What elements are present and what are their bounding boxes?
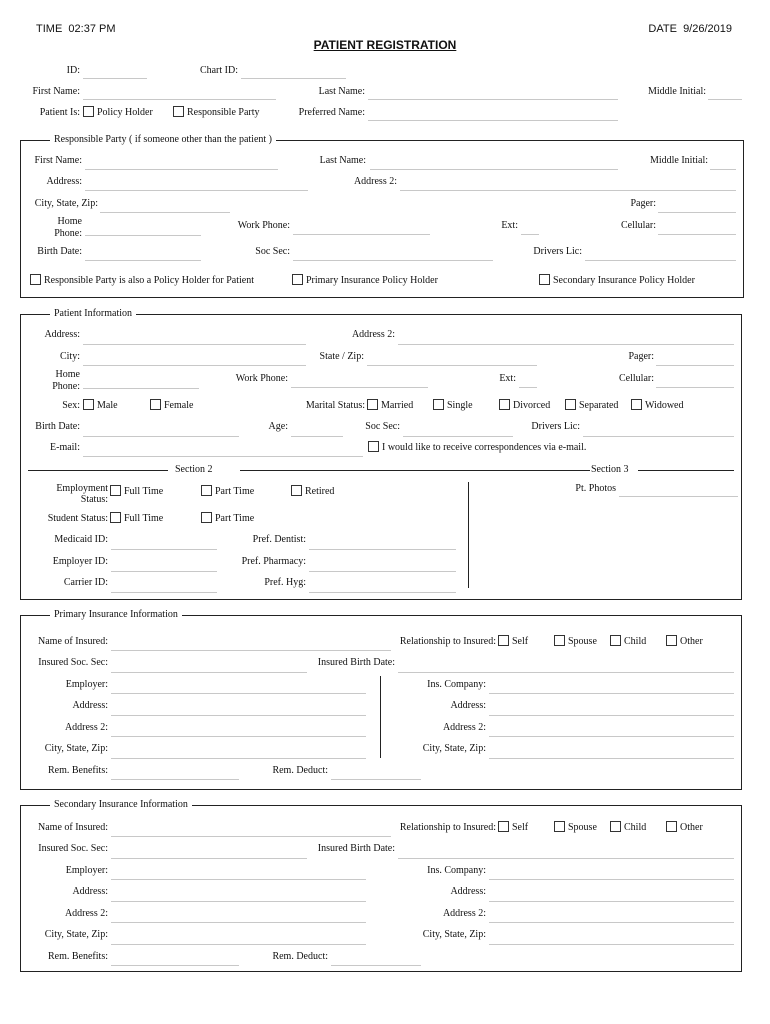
pi-marital-status-label: Marital Status: <box>305 400 365 411</box>
pi-birth-date-label: Birth Date: <box>35 421 80 432</box>
pi-drivers-lic-label: Drivers Lic: <box>531 421 580 432</box>
pref-hyg-label: Pref. Hyg: <box>264 577 306 588</box>
rp-city-field[interactable] <box>100 212 230 213</box>
pri-ins-company-field[interactable] <box>489 693 734 694</box>
sec-insured-soc-sec-label: Insured Soc. Sec: <box>38 843 108 854</box>
pi-married-label: Married <box>381 400 414 411</box>
sec-address-label: Address: <box>72 886 108 897</box>
pi-divorced-checkbox[interactable] <box>499 399 510 410</box>
sec-city-label: City, State, Zip: <box>44 929 108 940</box>
sec-name-of-insured-label: Name of Insured: <box>38 822 108 833</box>
sec-insured-birth-date-label: Insured Birth Date: <box>317 843 395 854</box>
pi-pager-label: Pager: <box>628 351 654 362</box>
first-name-label: First Name: <box>32 86 80 97</box>
pri-rem-benefits-field[interactable] <box>111 779 239 780</box>
pi-state-zip-field[interactable] <box>367 365 537 366</box>
pi-age-field[interactable] <box>291 436 343 437</box>
sec-spouse-checkbox[interactable] <box>554 821 565 832</box>
pi-sex-label: Sex: <box>62 400 80 411</box>
rp-city-label: City, State, Zip: <box>34 198 98 209</box>
pi-home-phone-label-1: Home <box>55 369 80 380</box>
policy-holder-label: Policy Holder <box>97 107 153 118</box>
student-full-time-checkbox[interactable] <box>110 512 121 523</box>
pi-separated-label: Separated <box>579 400 619 411</box>
rp-secondary-holder-checkbox[interactable] <box>539 274 550 285</box>
sec-city-field[interactable] <box>111 944 366 945</box>
pri-child-checkbox[interactable] <box>610 635 621 646</box>
pri-spouse-checkbox[interactable] <box>554 635 565 646</box>
pi-email-field[interactable] <box>83 456 363 457</box>
pri-rem-deduct-field[interactable] <box>331 779 421 780</box>
section2-rule-right <box>240 470 590 471</box>
pri-name-of-insured-label: Name of Insured: <box>38 636 108 647</box>
pri-rem-deduct-label: Rem. Deduct: <box>272 765 328 776</box>
section3-rule <box>638 470 734 471</box>
employment-part-time-checkbox[interactable] <box>201 485 212 496</box>
patient-is-label: Patient Is: <box>39 107 80 118</box>
pi-age-label: Age: <box>268 421 288 432</box>
rp-primary-holder-label: Primary Insurance Policy Holder <box>306 275 438 286</box>
pri-company-address-label: Address: <box>450 700 486 711</box>
rp-home-phone-field[interactable] <box>85 235 201 236</box>
sec-rem-deduct-label: Rem. Deduct: <box>272 951 328 962</box>
rp-middle-initial-label: Middle Initial: <box>649 155 708 166</box>
sec-address-field[interactable] <box>111 901 366 902</box>
pri-spouse-label: Spouse <box>568 636 597 647</box>
sec-other-checkbox[interactable] <box>666 821 677 832</box>
rp-last-name-field[interactable] <box>370 169 618 170</box>
pri-ins-company-label: Ins. Company: <box>427 679 486 690</box>
sec-rem-benefits-label: Rem. Benefits: <box>48 951 108 962</box>
responsible-party-legend: Responsible Party ( if someone other than the patient ) <box>50 134 276 146</box>
sec-self-checkbox[interactable] <box>498 821 509 832</box>
section-divider-vertical <box>468 482 469 588</box>
rp-middle-initial-field[interactable] <box>710 169 736 170</box>
pi-address2-label: Address 2: <box>351 329 395 340</box>
pi-city-label: City: <box>59 351 80 362</box>
sec-company-city-label: City, State, Zip: <box>422 929 486 940</box>
pi-ext-field[interactable] <box>519 387 537 388</box>
rp-work-phone-label: Work Phone: <box>237 220 290 231</box>
responsible-party-label: Responsible Party <box>187 107 260 118</box>
secondary-insurance-legend: Secondary Insurance Information <box>50 799 192 811</box>
pt-photos-label: Pt. Photos <box>575 483 616 494</box>
primary-insurance-legend: Primary Insurance Information <box>50 609 182 621</box>
rp-address-label: Address: <box>46 176 82 187</box>
pi-separated-checkbox[interactable] <box>565 399 576 410</box>
employment-full-time-label: Full Time <box>124 486 164 497</box>
carrier-id-field[interactable] <box>111 592 217 593</box>
rp-pager-field[interactable] <box>658 212 736 213</box>
section2-rule-left <box>28 470 168 471</box>
sec-address2-label: Address 2: <box>64 908 108 919</box>
pref-dentist-field[interactable] <box>309 549 456 550</box>
rp-soc-sec-field[interactable] <box>293 260 493 261</box>
pri-address-label: Address: <box>72 700 108 711</box>
sec-name-of-insured-field[interactable] <box>111 836 391 837</box>
pri-company-address2-field[interactable] <box>489 736 734 737</box>
sec-company-city-field[interactable] <box>489 944 734 945</box>
pi-widowed-label: Widowed <box>645 400 684 411</box>
last-name-label: Last Name: <box>318 86 365 97</box>
rp-first-name-label: First Name: <box>34 155 82 166</box>
pri-company-city-field[interactable] <box>489 758 734 759</box>
pi-email-optin-label: I would like to receive correspondences via e-mail. <box>382 442 587 453</box>
pri-self-label: Self <box>512 636 529 647</box>
pi-ext-label: Ext: <box>499 373 516 384</box>
responsible-party-checkbox[interactable] <box>173 106 184 117</box>
rp-pager-label: Pager: <box>630 198 656 209</box>
sec-child-checkbox[interactable] <box>610 821 621 832</box>
student-status-label: Student Status: <box>47 513 108 524</box>
pri-insured-birth-date-field[interactable] <box>398 672 734 673</box>
employment-retired-checkbox[interactable] <box>291 485 302 496</box>
pi-widowed-checkbox[interactable] <box>631 399 642 410</box>
pri-other-checkbox[interactable] <box>666 635 677 646</box>
time-display <box>36 23 116 35</box>
pri-insured-soc-sec-label: Insured Soc. Sec: <box>38 657 108 668</box>
rp-address-field[interactable] <box>85 190 308 191</box>
pi-single-checkbox[interactable] <box>433 399 444 410</box>
section3-heading: Section 3 <box>591 464 629 475</box>
pri-insured-soc-sec-field[interactable] <box>111 672 307 673</box>
sec-other-label: Other <box>680 822 703 833</box>
employment-part-time-label: Part Time <box>215 486 255 497</box>
sec-insured-birth-date-field[interactable] <box>398 858 734 859</box>
sec-child-label: Child <box>624 822 647 833</box>
pri-name-of-insured-field[interactable] <box>111 650 391 651</box>
preferred-name-field[interactable] <box>368 120 618 121</box>
sec-ins-company-field[interactable] <box>489 879 734 880</box>
patient-information-legend: Patient Information <box>50 308 136 320</box>
pi-cellular-label: Cellular: <box>619 373 654 384</box>
page-title: PATIENT REGISTRATION <box>313 38 457 52</box>
employment-label-2: Status: <box>80 494 108 505</box>
sec-company-address2-field[interactable] <box>489 922 734 923</box>
rp-home-phone-label-2: Phone: <box>54 228 82 239</box>
pi-soc-sec-field[interactable] <box>403 436 513 437</box>
first-name-field[interactable] <box>83 99 276 100</box>
date-value: 9/26/2019 <box>683 23 732 35</box>
section2-heading: Section 2 <box>175 464 213 475</box>
student-part-time-checkbox[interactable] <box>201 512 212 523</box>
sec-company-address2-label: Address 2: <box>442 908 486 919</box>
sec-relationship-label: Relationship to Insured: <box>399 822 496 833</box>
rp-last-name-label: Last Name: <box>319 155 366 166</box>
middle-initial-field[interactable] <box>708 99 742 100</box>
pi-city-field[interactable] <box>83 365 306 366</box>
pri-address2-label: Address 2: <box>64 722 108 733</box>
sec-self-label: Self <box>512 822 529 833</box>
medicaid-id-label: Medicaid ID: <box>54 534 108 545</box>
pi-address-label: Address: <box>44 329 80 340</box>
preferred-name-label: Preferred Name: <box>298 107 365 118</box>
pref-hyg-field[interactable] <box>309 592 456 593</box>
sec-company-address-field[interactable] <box>489 901 734 902</box>
pi-female-label: Female <box>164 400 194 411</box>
rp-address2-field[interactable] <box>400 190 736 191</box>
employment-label-1: Employment <box>56 483 108 494</box>
pi-single-label: Single <box>447 400 473 411</box>
pi-work-phone-field[interactable] <box>291 387 428 388</box>
pi-drivers-lic-field[interactable] <box>583 436 734 437</box>
rp-cellular-label: Cellular: <box>621 220 656 231</box>
pri-self-checkbox[interactable] <box>498 635 509 646</box>
pi-married-checkbox[interactable] <box>367 399 378 410</box>
sec-address2-field[interactable] <box>111 922 366 923</box>
rp-secondary-holder-label: Secondary Insurance Policy Holder <box>553 275 695 286</box>
pri-other-label: Other <box>680 636 703 647</box>
sec-employer-field[interactable] <box>111 879 366 880</box>
pref-pharmacy-field[interactable] <box>309 571 456 572</box>
pri-employer-label: Employer: <box>65 679 108 690</box>
policy-holder-checkbox[interactable] <box>83 106 94 117</box>
pi-divorced-label: Divorced <box>513 400 551 411</box>
pt-photos-field[interactable] <box>619 496 738 497</box>
date-display <box>648 23 732 35</box>
pri-column-divider <box>380 676 381 758</box>
rp-also-policy-holder-label: Responsible Party is also a Policy Holder for Patient <box>44 275 254 286</box>
pi-birth-date-field[interactable] <box>83 436 239 437</box>
pri-employer-field[interactable] <box>111 693 366 694</box>
id-label: ID: <box>66 65 80 76</box>
rp-address2-label: Address 2: <box>353 176 397 187</box>
time-value: 02:37 PM <box>68 23 116 35</box>
rp-first-name-field[interactable] <box>85 169 278 170</box>
employment-full-time-checkbox[interactable] <box>110 485 121 496</box>
sec-ins-company-label: Ins. Company: <box>427 865 486 876</box>
rp-ext-label: Ext: <box>501 220 518 231</box>
pi-male-checkbox[interactable] <box>83 399 94 410</box>
pi-home-phone-field[interactable] <box>83 388 199 389</box>
pi-address-field[interactable] <box>83 344 306 345</box>
student-part-time-label: Part Time <box>215 513 255 524</box>
pref-dentist-label: Pref. Dentist: <box>252 534 306 545</box>
rp-soc-sec-label: Soc Sec: <box>255 246 290 257</box>
rp-primary-holder-checkbox[interactable] <box>292 274 303 285</box>
pri-city-field[interactable] <box>111 758 366 759</box>
employment-retired-label: Retired <box>305 486 335 497</box>
rp-home-phone-label-1: Home <box>57 216 82 227</box>
middle-initial-label: Middle Initial: <box>647 86 706 97</box>
id-field[interactable] <box>83 78 147 79</box>
sec-rem-deduct-field[interactable] <box>331 965 421 966</box>
rp-birth-date-field[interactable] <box>85 260 201 261</box>
pi-home-phone-label-2: Phone: <box>52 381 80 392</box>
rp-work-phone-field[interactable] <box>293 234 430 235</box>
rp-ext-field[interactable] <box>521 234 539 235</box>
pi-address2-field[interactable] <box>398 344 734 345</box>
pri-address2-field[interactable] <box>111 736 366 737</box>
sec-employer-label: Employer: <box>65 865 108 876</box>
rp-drivers-lic-field[interactable] <box>585 260 736 261</box>
sec-spouse-label: Spouse <box>568 822 597 833</box>
carrier-id-label: Carrier ID: <box>63 577 108 588</box>
time-label: TIME <box>36 23 63 35</box>
pi-male-label: Male <box>97 400 118 411</box>
rp-cellular-field[interactable] <box>658 234 736 235</box>
rp-drivers-lic-label: Drivers Lic: <box>533 246 582 257</box>
employer-id-label: Employer ID: <box>52 556 108 567</box>
pri-rem-benefits-label: Rem. Benefits: <box>48 765 108 776</box>
pi-email-optin-checkbox[interactable] <box>368 441 379 452</box>
pi-work-phone-label: Work Phone: <box>235 373 288 384</box>
pri-company-city-label: City, State, Zip: <box>422 743 486 754</box>
chart-id-label: Chart ID: <box>199 65 238 76</box>
pri-city-label: City, State, Zip: <box>44 743 108 754</box>
pi-cellular-field[interactable] <box>656 387 734 388</box>
pi-female-checkbox[interactable] <box>150 399 161 410</box>
student-full-time-label: Full Time <box>124 513 164 524</box>
last-name-field[interactable] <box>368 99 618 100</box>
pri-company-address-field[interactable] <box>489 715 734 716</box>
sec-insured-soc-sec-field[interactable] <box>111 858 307 859</box>
pri-insured-birth-date-label: Insured Birth Date: <box>317 657 395 668</box>
pri-relationship-label: Relationship to Insured: <box>399 636 496 647</box>
pi-pager-field[interactable] <box>656 365 734 366</box>
pri-company-address2-label: Address 2: <box>442 722 486 733</box>
rp-also-policy-holder-checkbox[interactable] <box>30 274 41 285</box>
pi-email-label: E-mail: <box>50 442 80 453</box>
pri-child-label: Child <box>624 636 647 647</box>
pi-state-zip-label: State / Zip: <box>319 351 364 362</box>
pri-address-field[interactable] <box>111 715 366 716</box>
chart-id-field[interactable] <box>241 78 346 79</box>
pi-soc-sec-label: Soc Sec: <box>365 421 400 432</box>
rp-birth-date-label: Birth Date: <box>37 246 82 257</box>
sec-rem-benefits-field[interactable] <box>111 965 239 966</box>
pref-pharmacy-label: Pref. Pharmacy: <box>241 556 306 567</box>
employer-id-field[interactable] <box>111 571 217 572</box>
date-label: DATE <box>648 23 677 35</box>
medicaid-id-field[interactable] <box>111 549 217 550</box>
sec-company-address-label: Address: <box>450 886 486 897</box>
